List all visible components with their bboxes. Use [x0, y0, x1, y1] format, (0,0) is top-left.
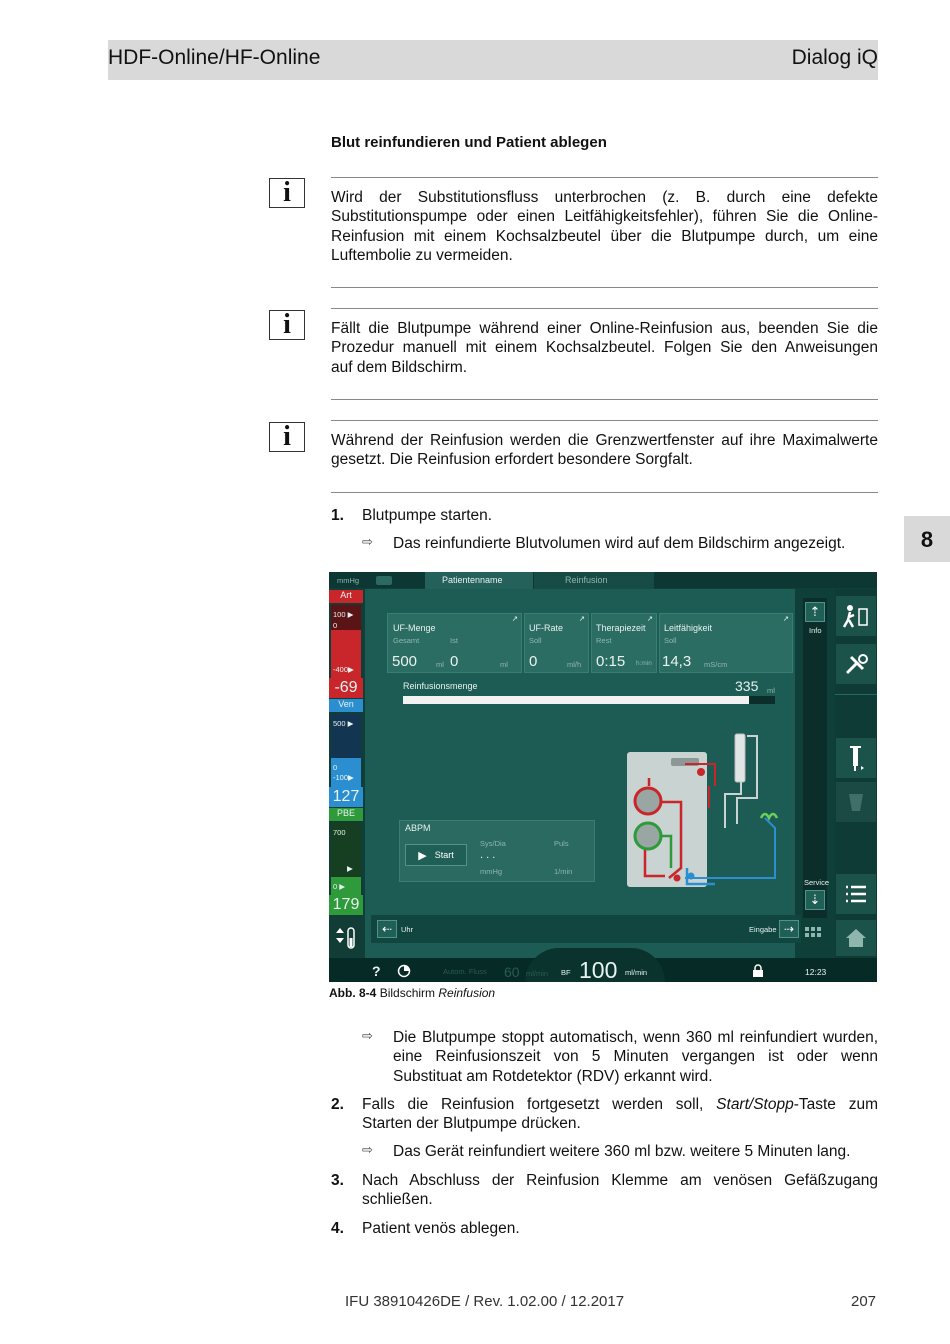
extracorporeal-circuit-diagram: [625, 728, 785, 893]
footer-doc-id: IFU 38910426DE / Rev. 1.02.00 / 12.2017: [345, 1293, 625, 1310]
expand-icon: ↗: [782, 614, 789, 623]
mmhg-label: mmHg: [337, 576, 360, 585]
note-line: Wird der Substitutionsfluss unterbrochen (z. B. durch eine defekte: [331, 189, 878, 206]
art-bottom: -400▶: [333, 665, 354, 674]
ven-label: Ven: [329, 699, 363, 712]
note-3: [331, 420, 878, 493]
note-line: Reinfusion mit einem Kochsalzbeutel über die Blutpumpe durch, um eine: [331, 227, 878, 245]
ven-top: 500 ▶: [333, 719, 354, 728]
step-text: [362, 1095, 878, 1134]
card-unit: mS/cm: [704, 660, 728, 669]
result-text: [393, 1028, 878, 1086]
abpm-value: . . .: [480, 849, 496, 861]
service-label: Service: [804, 878, 830, 887]
figure-italic: Reinfusion: [438, 986, 496, 1000]
step-number: 4.: [331, 1220, 344, 1237]
reinfusion-label: Reinfusionsmenge: [403, 681, 478, 691]
pbe-value: 179: [329, 895, 363, 915]
ven-zero: 0: [333, 763, 338, 772]
arrow-right-icon[interactable]: ⇢: [779, 920, 799, 938]
card-sub2: Ist: [450, 636, 458, 645]
card-leitfaehigkeit[interactable]: [659, 613, 793, 673]
figure-label: Abb. 8-4: [329, 986, 377, 1000]
result-line: eine Reinfusionszeit von 5 Minuten vergangen ist oder wenn: [393, 1048, 878, 1066]
pbe-label: PBE: [329, 808, 363, 821]
info-icon: i: [269, 310, 305, 340]
clock-time: 12:23: [805, 967, 827, 977]
keypad-icon[interactable]: [805, 924, 827, 934]
play-icon: ▶: [418, 849, 427, 862]
card-sub: Gesamt: [393, 636, 420, 645]
home-icon[interactable]: [836, 920, 876, 956]
card-value: 14,3: [662, 653, 692, 670]
note-1: [331, 177, 878, 288]
note-line: Prozedur manuell mit einem Kochsalzbeutel. Folgen Sie den Anweisungen: [331, 339, 878, 357]
card-unit2: ml: [500, 660, 508, 669]
card-title: Leitfähigkeit: [664, 623, 713, 633]
lock-icon[interactable]: [752, 964, 764, 978]
result-line: Die Blutpumpe stoppt automatisch, wenn 360 ml reinfundiert wurden,: [393, 1029, 878, 1046]
abpm-unit2: 1/min: [554, 867, 573, 876]
result-text: Das reinfundierte Blutvolumen wird auf dem Bildschirm angezeigt.: [393, 535, 846, 552]
arrow-down-icon[interactable]: ⇣: [805, 890, 825, 910]
section-title: Blut reinfundieren und Patient ablegen: [331, 134, 607, 151]
abpm-panel: [399, 820, 595, 882]
reinfusion-unit: ml: [767, 686, 775, 695]
autoflow-value: 60: [504, 964, 520, 980]
pbe-top: 700: [333, 828, 346, 837]
step-text-b: -Taste zum: [793, 1096, 878, 1113]
header-left: HDF-Online/HF-Online: [108, 46, 321, 69]
uhr-label: Uhr: [401, 925, 414, 934]
ven-value: 127: [329, 787, 363, 807]
abpm-start-button[interactable]: [405, 844, 467, 866]
note-line: Fällt die Blutpumpe während einer Online-Reinfusion aus, beenden Sie die: [331, 320, 878, 337]
result-arrow-icon: ⇨: [362, 1028, 373, 1043]
pressure-scale-icon[interactable]: [333, 924, 359, 952]
card-therapiezeit[interactable]: [591, 613, 657, 673]
card-sub: Soll: [664, 636, 677, 645]
step-number: 3.: [331, 1172, 344, 1189]
start-label: Start: [434, 850, 454, 860]
pbe-bottom: 0 ▶: [333, 882, 346, 891]
step-text-a: Falls die Reinfusion fortgesetzt werden soll,: [362, 1096, 704, 1113]
help-icon[interactable]: ?: [372, 963, 381, 979]
device-screen: [329, 572, 877, 982]
ven-bottom: -100▶: [333, 773, 354, 782]
info-icon: i: [269, 422, 305, 452]
result-arrow-icon: ⇨: [362, 534, 373, 549]
cup-icon[interactable]: [836, 782, 876, 822]
card-title: Therapiezeit: [596, 623, 646, 633]
result-arrow-icon: ⇨: [362, 1142, 373, 1157]
reinfusion-value: 335: [735, 678, 759, 694]
card-uf-rate[interactable]: [524, 613, 589, 673]
bf-label: BF: [561, 968, 571, 977]
running-header: [108, 40, 878, 80]
step-text: [362, 1171, 878, 1210]
syringe-icon[interactable]: [836, 738, 876, 778]
expand-icon: ↗: [646, 614, 653, 623]
abpm-puls: Puls: [554, 839, 569, 848]
figure-text: Bildschirm: [379, 986, 436, 1000]
bf-unit: ml/min: [625, 968, 648, 977]
note-2: [331, 308, 878, 400]
screen-small-icon: [376, 576, 392, 585]
result-text: Das Gerät reinfundiert weitere 360 ml bzw. weitere 5 Minuten lang.: [393, 1143, 851, 1160]
card-unit: ml/h: [567, 660, 582, 669]
result-line: Substituat am Rotdetektor (RDV) erkannt wird.: [393, 1067, 713, 1085]
note-line: Während der Reinfusion werden die Grenzwertfenster auf ihre Maximalwerte: [331, 432, 878, 449]
card-uf-menge[interactable]: [387, 613, 522, 673]
card-value: 0: [529, 653, 538, 670]
abpm-title: ABPM: [405, 823, 431, 833]
note-line: auf dem Bildschirm.: [331, 358, 468, 376]
bf-value: 100: [579, 957, 618, 982]
info-label: Info: [809, 626, 822, 635]
tab-reinfusion[interactable]: Reinfusion: [565, 575, 608, 585]
card-title: UF-Menge: [393, 623, 436, 633]
note-line: Substitutionspumpe oder einen Leitfähigkeitsfehler), führen Sie die Online-: [331, 208, 878, 226]
pbe-mid: ▶: [347, 864, 353, 873]
step-line1: Nach Abschluss der Reinfusion Klemme am venösen Gefäßzugang: [362, 1172, 878, 1189]
page-number: 207: [851, 1293, 877, 1310]
figure-caption: [329, 986, 495, 1000]
autoflow-label: Autom. Fluss: [443, 967, 487, 976]
card-value: 0:15: [596, 653, 626, 670]
header-right: Dialog iQ: [791, 46, 878, 69]
arrow-up-icon[interactable]: ⇡: [805, 602, 825, 622]
abpm-sysdia: Sys/Dia: [480, 839, 506, 848]
expand-icon: ↗: [578, 614, 585, 623]
step-text: Blutpumpe starten.: [362, 507, 493, 524]
card-unit: ml: [436, 660, 444, 669]
card-value: 500: [392, 653, 418, 670]
step-number: 2.: [331, 1096, 344, 1113]
card-sub: Rest: [596, 636, 612, 645]
step-line2: Starten der Blutpumpe drücken.: [362, 1115, 581, 1133]
note-line: Luftembolie zu vermeiden.: [331, 246, 513, 264]
art-value: -69: [329, 678, 363, 698]
reinfusion-progress-track: [403, 696, 775, 704]
patient-exit-icon[interactable]: [836, 596, 876, 636]
step-italic: Start/Stopp: [716, 1096, 794, 1113]
eingabe-label: Eingabe: [749, 925, 777, 934]
card-value2: 0: [450, 653, 459, 670]
timer-icon[interactable]: [397, 964, 411, 978]
tools-icon[interactable]: [836, 644, 876, 684]
step-number: 1.: [331, 507, 344, 524]
expand-icon: ↗: [511, 614, 518, 623]
step-line2: schließen.: [362, 1191, 433, 1209]
art-label: Art: [329, 590, 363, 603]
arrow-left-icon[interactable]: ⇠: [377, 920, 397, 938]
info-icon: i: [269, 178, 305, 208]
list-icon[interactable]: [836, 874, 876, 914]
abpm-unit1: mmHg: [480, 867, 503, 876]
note-line: gesetzt. Die Reinfusion erfordert besondere Sorgfalt.: [331, 451, 693, 469]
chapter-tab: 8: [904, 516, 950, 562]
card-sub: Soll: [529, 636, 542, 645]
card-unit: h:min: [636, 660, 652, 667]
card-title: UF-Rate: [529, 623, 564, 633]
tab-patient-name[interactable]: Patientenname: [442, 575, 503, 585]
step-text: Patient venös ablegen.: [362, 1220, 520, 1237]
art-top: 100 ▶: [333, 610, 354, 619]
autoflow-unit: ml/min: [526, 969, 549, 978]
art-zero: 0: [333, 621, 338, 630]
reinfusion-progress-fill: [403, 696, 749, 704]
